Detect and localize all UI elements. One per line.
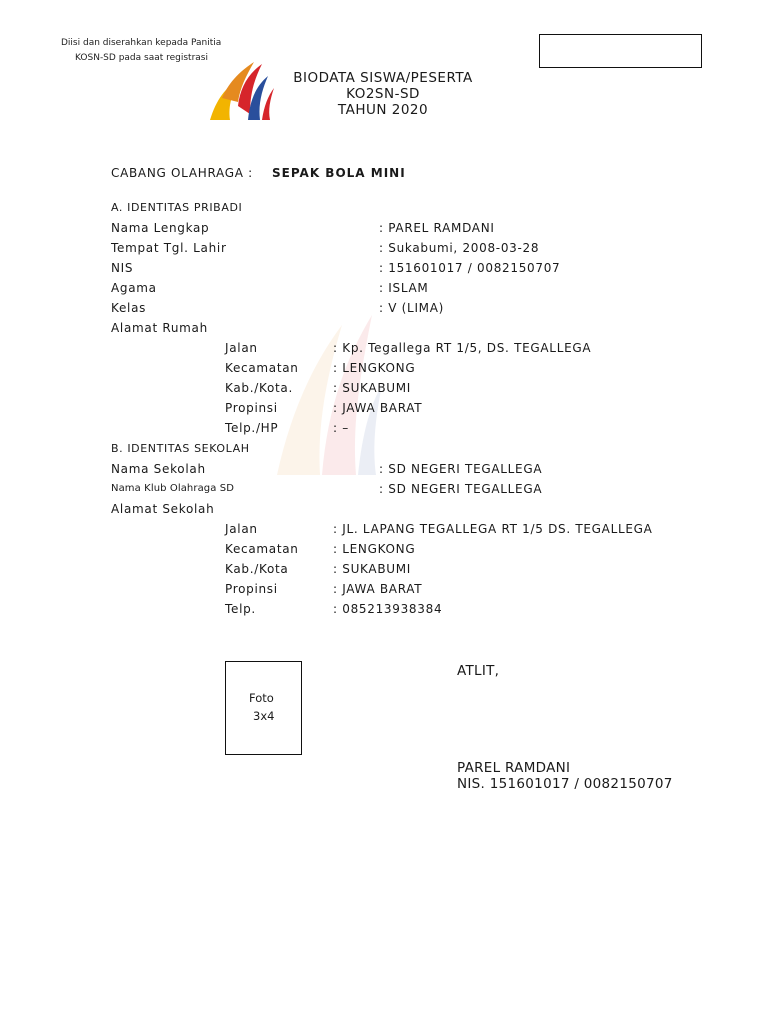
- religion-value: : ISLAM: [379, 281, 429, 295]
- nis-label: NIS: [111, 261, 134, 275]
- photo-placeholder: [225, 661, 302, 755]
- form-year: TAHUN 2020: [337, 102, 429, 118]
- home-district-label: Kecamatan: [225, 361, 299, 375]
- signature-name: PAREL RAMDANI: [457, 760, 571, 776]
- home-street-label: Jalan: [225, 341, 258, 355]
- school-name-label: Nama Sekolah: [111, 462, 206, 476]
- school-street-label: Jalan: [225, 522, 258, 536]
- photo-size: 3x4: [253, 709, 275, 723]
- school-city-label: Kab./Kota: [225, 562, 289, 576]
- home-province-value: : JAWA BARAT: [333, 401, 423, 415]
- signature-nis: NIS. 151601017 / 0082150707: [457, 776, 673, 792]
- home-city-value: : SUKABUMI: [333, 381, 412, 395]
- club-name-label: Nama Klub Olahraga SD: [111, 483, 235, 494]
- home-street-value: : Kp. Tegallega RT 1/5, DS. TEGALLEGA: [333, 341, 592, 355]
- name-label: Nama Lengkap: [111, 221, 210, 235]
- school-name-value: : SD NEGERI TEGALLEGA: [379, 462, 543, 476]
- school-district-label: Kecamatan: [225, 542, 299, 556]
- class-label: Kelas: [111, 301, 147, 315]
- form-title: BIODATA SISWA/PESERTA: [293, 70, 473, 86]
- school-address-label: Alamat Sekolah: [111, 502, 215, 516]
- event-logo: [208, 58, 274, 122]
- school-province-value: : JAWA BARAT: [333, 582, 423, 596]
- school-province-label: Propinsi: [225, 582, 278, 596]
- section-school-title: B. IDENTITAS SEKOLAH: [111, 442, 250, 455]
- photo-label: Foto: [249, 691, 274, 705]
- birth-label: Tempat Tgl. Lahir: [111, 241, 227, 255]
- school-phone-label: Telp.: [225, 602, 256, 616]
- sport-label: CABANG OLAHRAGA :: [111, 166, 253, 180]
- school-street-value: : JL. LAPANG TEGALLEGA RT 1/5 DS. TEGALLEGA: [333, 522, 653, 536]
- school-district-value: : LENGKONG: [333, 542, 416, 556]
- home-district-value: : LENGKONG: [333, 361, 416, 375]
- home-address-label: Alamat Rumah: [111, 321, 208, 335]
- form-subtitle: KO2SN-SD: [346, 86, 420, 102]
- name-value: : PAREL RAMDANI: [379, 221, 495, 235]
- nis-value: : 151601017 / 0082150707: [379, 261, 561, 275]
- home-city-label: Kab./Kota.: [225, 381, 293, 395]
- registration-number-box: [539, 34, 702, 68]
- sport-value: SEPAK BOLA MINI: [272, 166, 406, 180]
- home-phone-label: Telp./HP: [225, 421, 279, 435]
- registration-note-line2: KOSN-SD pada saat registrasi: [75, 53, 208, 63]
- school-phone-value: : 085213938384: [333, 602, 443, 616]
- signature-role: ATLIT,: [457, 663, 500, 679]
- home-province-label: Propinsi: [225, 401, 278, 415]
- class-value: : V (LIMA): [379, 301, 445, 315]
- school-city-value: : SUKABUMI: [333, 562, 412, 576]
- religion-label: Agama: [111, 281, 157, 295]
- birth-value: : Sukabumi, 2008-03-28: [379, 241, 540, 255]
- club-name-value: : SD NEGERI TEGALLEGA: [379, 482, 543, 496]
- registration-note-line1: Diisi dan diserahkan kepada Panitia: [61, 38, 222, 48]
- section-personal-title: A. IDENTITAS PRIBADI: [111, 201, 243, 214]
- home-phone-value: : –: [333, 421, 349, 435]
